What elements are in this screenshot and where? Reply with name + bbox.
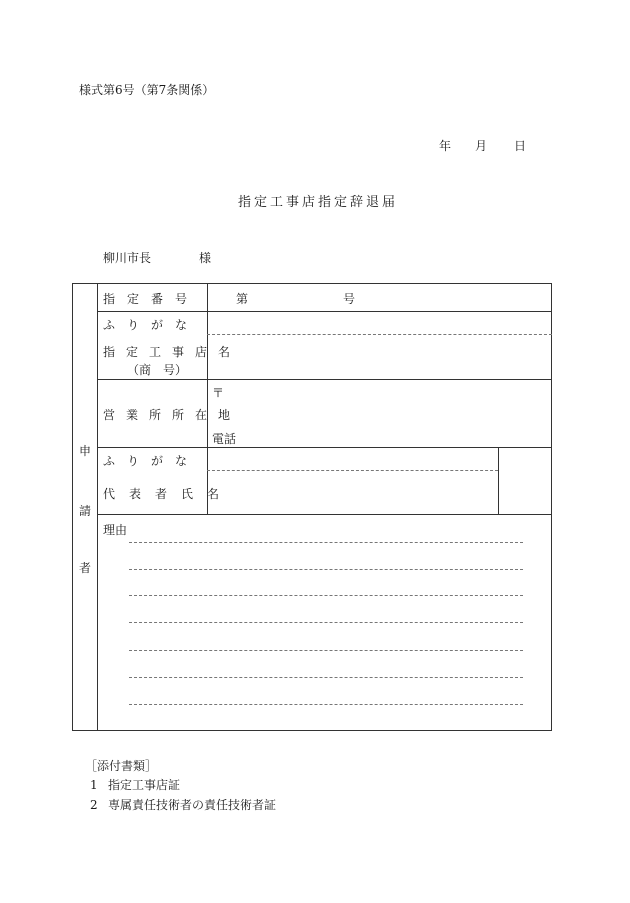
addressee-honorific: 様 [199, 251, 212, 265]
applicant-label-1: 申 [78, 444, 91, 458]
furigana-separator-2 [207, 470, 498, 471]
addressee-name: 柳川市長 [103, 251, 152, 265]
extra-column-divider [498, 447, 499, 514]
attachment-text: 指定工事店証 [108, 778, 181, 792]
furigana-label-2: ふ り が な [103, 454, 188, 468]
label-column-divider [207, 284, 208, 514]
date-line [439, 137, 526, 154]
attachments-title: ［添付書類］ [85, 759, 158, 773]
form-number: 様式第6号（第7条関係） [79, 83, 215, 97]
attachment-item [90, 776, 180, 793]
representative-label: 代表者氏名 [103, 487, 234, 501]
attachment-text: 専属責任技術者の責任技術者証 [108, 798, 277, 812]
row-divider-1 [97, 311, 552, 312]
reason-line [129, 650, 523, 651]
reason-line [129, 622, 523, 623]
designation-number-prefix: 第 [236, 292, 249, 306]
applicant-label-2: 請 [78, 504, 91, 518]
date-day-label: 日 [514, 139, 527, 153]
trade-name-label: （商 号） [127, 363, 188, 377]
row-divider-3 [97, 447, 552, 448]
designation-number-label: 指 定 番 号 [103, 292, 188, 306]
row-divider-2 [97, 379, 552, 380]
applicant-label-3: 者 [78, 561, 91, 575]
furigana-separator-1 [207, 334, 552, 335]
addressee [103, 249, 211, 266]
reason-line [129, 569, 523, 570]
reason-line [129, 542, 523, 543]
applicant-column-divider [97, 284, 98, 730]
attachment-item [90, 796, 276, 813]
application-form-table [72, 283, 552, 731]
designation-number-suffix: 号 [343, 292, 356, 306]
row-divider-4 [97, 514, 552, 515]
attachment-number: 2 [90, 798, 98, 812]
phone-label: 電話 [212, 432, 237, 446]
reason-line [129, 677, 523, 678]
office-address-label: 営業所所在地 [103, 408, 242, 422]
document-title: 指定工事店指定辞退届 [237, 195, 398, 210]
attachment-number: 1 [90, 778, 98, 792]
postal-mark: 〒 [212, 386, 225, 400]
date-month-label: 月 [475, 139, 488, 153]
reason-line [129, 704, 523, 705]
date-year-label: 年 [439, 139, 452, 153]
contractor-name-label: 指定工事店名 [103, 345, 242, 359]
reason-line [129, 595, 523, 596]
reason-label: 理由 [103, 523, 128, 537]
furigana-label-1: ふ り が な [103, 318, 188, 332]
